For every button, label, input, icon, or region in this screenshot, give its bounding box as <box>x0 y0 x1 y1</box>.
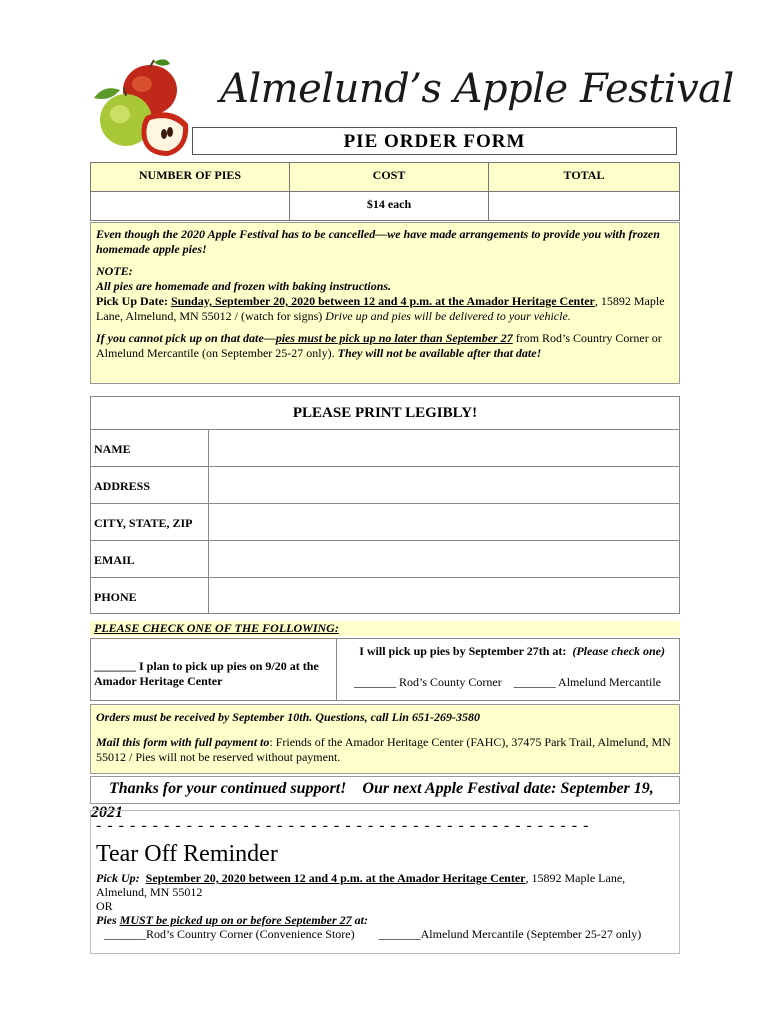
number-of-pies-field[interactable] <box>91 192 290 221</box>
mail-text: : Friends of the Amador Heritage Center (FAHC), 37475 Park Trail, Almelund, MN 55012 / Pies will not be reserved without payment. <box>96 735 671 764</box>
address-label: ADDRESS <box>91 467 209 504</box>
price-cell: $14 each <box>290 192 489 221</box>
orders-box <box>90 704 680 774</box>
tear-must-lead: Pies <box>96 913 120 927</box>
info-box <box>90 222 680 384</box>
tear-pickup-date: September 20, 2020 between 12 and 4 p.m. at the Amador Heritage Center <box>145 871 526 885</box>
intro-text: Even though the 2020 Apple Festival has to be cancelled—we have made arrangements to provide you with frozen homemade apple pies! <box>96 227 660 256</box>
orders-deadline: Orders must be received by September 10th. Questions, call Lin 651-269-3580 <box>96 710 480 724</box>
thanks-banner <box>90 776 680 821</box>
cost-table <box>90 162 680 221</box>
address-field[interactable] <box>209 467 680 504</box>
apple-illustration <box>90 58 194 162</box>
option-rods-corner[interactable]: _______ Rod’s County Corner <box>354 675 502 689</box>
page-title: Almelund’s Apple Festival <box>220 66 734 112</box>
tear-or: OR <box>96 899 113 913</box>
phone-field[interactable] <box>209 578 680 614</box>
phone-label: PHONE <box>91 578 209 614</box>
name-label: NAME <box>91 430 209 467</box>
col-cost: COST <box>290 163 489 192</box>
tear-off-heading: Tear Off Reminder <box>96 841 278 867</box>
check-one-heading: PLEASE CHECK ONE OF THE FOLLOWING: <box>90 621 680 636</box>
alt-lead: If you cannot pick up on that date— <box>96 331 276 345</box>
col-number-of-pies: NUMBER OF PIES <box>91 163 290 192</box>
tear-must-tail: at: <box>351 913 368 927</box>
tear-must-bold: MUST be picked up on or before September 27 <box>119 913 352 927</box>
option-pickup-920[interactable]: _______ I plan to pick up pies on 9/20 at the Amador Heritage Center <box>91 639 337 701</box>
pickup-date: Sunday, September 20, 2020 between 12 and 4 p.m. at the Amador Heritage Center <box>171 294 595 308</box>
note-label: NOTE: <box>96 264 133 278</box>
tear-option-mercantile: _______Almelund Mercantile (September 25-27 only) <box>378 927 642 941</box>
note-text: All pies are homemade and frozen with baking instructions. <box>96 279 392 293</box>
next-festival-text: Our next Apple Festival date: September 19, 2021 <box>91 780 654 821</box>
check-one-hint: (Please check one) <box>572 644 665 658</box>
pickup-drive: Drive up and pies will be delivered to your vehicle. <box>325 309 571 323</box>
option-almelund-mercantile[interactable]: _______ Almelund Mercantile <box>513 675 661 689</box>
email-label: EMAIL <box>91 541 209 578</box>
form-subtitle: PIE ORDER FORM <box>192 127 677 155</box>
alt-warning: They will not be available after that date! <box>337 346 542 360</box>
contact-table <box>90 396 680 614</box>
thanks-text: Thanks for your continued support! <box>109 780 347 797</box>
name-field[interactable] <box>209 430 680 467</box>
tear-option-rods: _______Rod’s Country Corner (Convenience Store) <box>104 927 355 941</box>
print-legibly-heading: PLEASE PRINT LEGIBLY! <box>91 397 680 430</box>
mail-label: Mail this form with full payment to <box>96 735 270 749</box>
pickup-address: , 15892 Maple Lane, Almelund, MN 55012 / (watch for signs) <box>96 294 665 323</box>
pickup-label: Pick Up Date: <box>96 294 171 308</box>
pickup-choice-table <box>90 638 680 701</box>
tear-pickup-label: Pick Up: <box>96 871 140 885</box>
later-pickup-label: I will pick up pies by September 27th at: <box>359 644 567 658</box>
col-total: TOTAL <box>489 163 680 192</box>
total-field[interactable] <box>489 192 680 221</box>
city-state-zip-field[interactable] <box>209 504 680 541</box>
email-field[interactable] <box>209 541 680 578</box>
tear-pickup-address: , 15892 Maple Lane, Almelund, MN 55012 <box>96 871 626 899</box>
tear-off-section <box>90 810 680 954</box>
city-state-zip-label: CITY, STATE, ZIP <box>91 504 209 541</box>
option-later-cell <box>337 639 680 701</box>
alt-places: from Rod’s Country Corner or Almelund Mercantile (on September 25-27 only). <box>96 331 662 360</box>
tear-line: - - - - - - - - - - - - - - - - - - - - - - - - - - - - - - - - - - - - - - - - - - - - <box>96 819 590 833</box>
alt-deadline: pies must be pick up no later than September 27 <box>275 331 513 345</box>
